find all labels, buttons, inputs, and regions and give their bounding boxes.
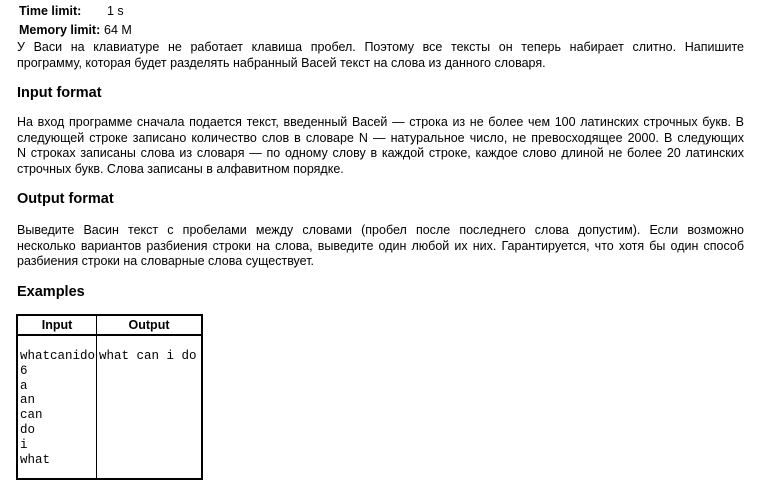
memory-limit-label: Memory limit: [19, 23, 101, 37]
memory-limit-value: 64 M [104, 23, 132, 37]
output-column-header: Output [97, 315, 203, 335]
output-format-text [17, 223, 744, 270]
output-format-line: разбиения строки на словарные слова существует. [17, 254, 315, 268]
example-row [17, 335, 202, 479]
input-format-text [17, 115, 744, 177]
time-limit-value: 1 s [107, 4, 124, 18]
limits-block [19, 2, 132, 40]
input-column-header: Input [17, 315, 97, 335]
memory-limit-row [19, 21, 132, 40]
example-output-cell: what can i do [97, 335, 203, 479]
statement-line: У Васи на клавиатуре не работает клавиша пробел. Поэтому все тексты он теперь набирает слитно. Напишите [17, 40, 744, 54]
input-format-line: следующей строке записано количество слов в словаре N — натуральное число, не превосходящее 2000. В следующих [17, 130, 744, 145]
output-format-heading: Output format [17, 191, 114, 207]
examples-header-row [17, 315, 202, 335]
examples-table [16, 314, 203, 480]
time-limit-label: Time limit: [19, 4, 82, 18]
input-format-heading: Input format [17, 85, 102, 101]
statement-line: программу, которая будет разделять набранный Васей текст на слова из данного словаря. [17, 55, 546, 70]
time-limit-row [19, 2, 132, 21]
input-format-line: строчных букв. Слова записаны в алфавитном порядке. [17, 161, 344, 176]
problem-statement [17, 40, 744, 71]
output-format-line: Выведите Васин текст с пробелами между словами (пробел после последнего слова допустим). Если возможно [17, 223, 744, 237]
input-format-line: N строках записаны слова из словаря — по одному слову в каждой строке, каждое слово длиной не более 20 латинских [17, 146, 744, 160]
output-format-line: несколько вариантов разбиения строки на слова, выведите один любой их них. Гарантируется, что хотя бы один способ [17, 238, 744, 253]
example-input-cell: whatcanido 6 a an can do i what [17, 335, 97, 479]
input-format-line: На вход программе сначала подается текст, введенный Васей — строка из не более чем 100 латинских строчных букв. В [17, 115, 744, 129]
examples-heading: Examples [17, 284, 85, 300]
